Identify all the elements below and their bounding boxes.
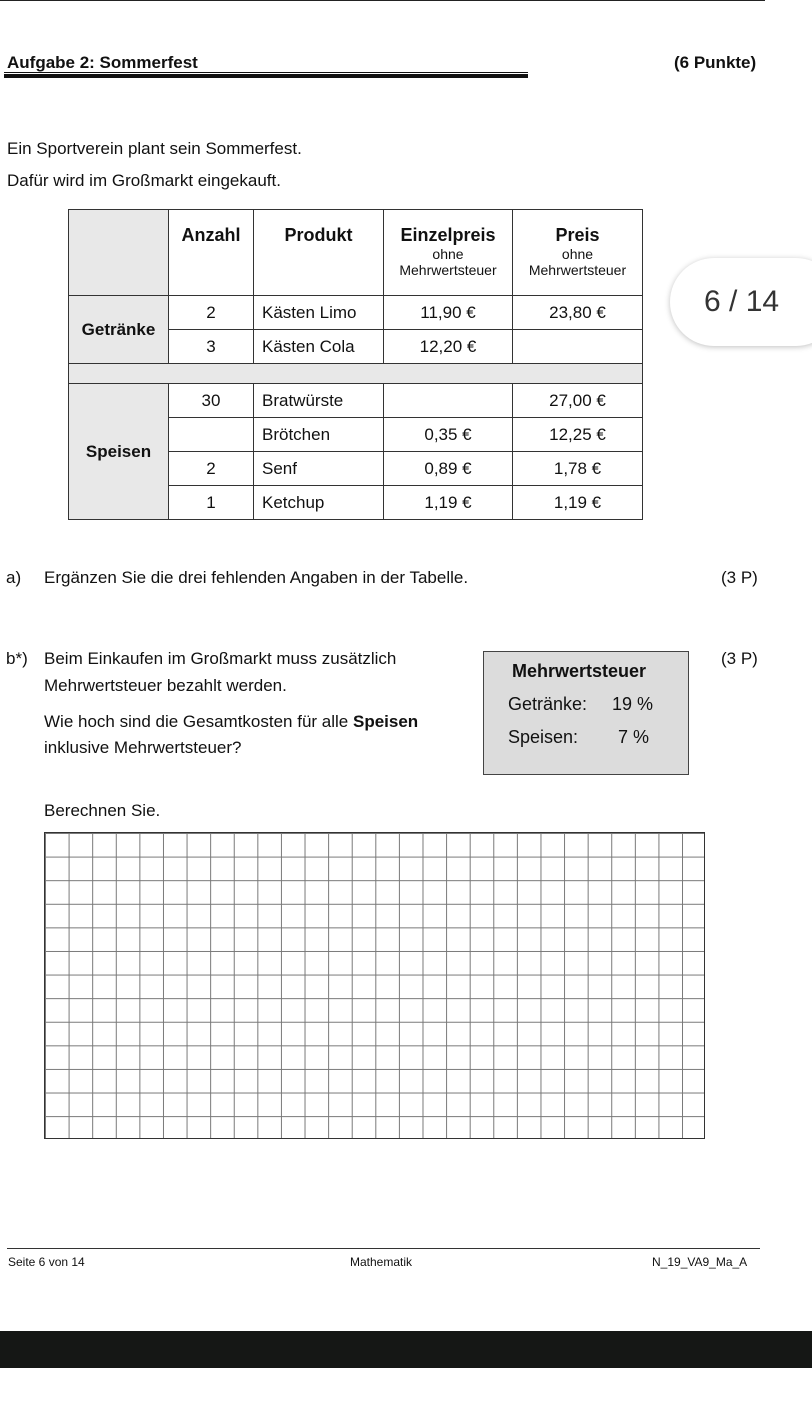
table-header-row bbox=[69, 210, 643, 296]
vat-speisen-label: Speisen: bbox=[508, 727, 579, 747]
cell-anzahl: 2 bbox=[169, 452, 254, 486]
header-corner-cell bbox=[69, 210, 169, 296]
cell-einzelpreis: 11,90 € bbox=[384, 296, 513, 330]
cell-anzahl-missing bbox=[169, 418, 254, 452]
cell-anzahl: 30 bbox=[169, 384, 254, 418]
task-a-text: Ergänzen Sie die drei fehlenden Angaben in der Tabelle. bbox=[44, 568, 469, 587]
spacer-cell bbox=[69, 364, 643, 384]
answer-grid bbox=[44, 832, 705, 1139]
footer-rule bbox=[7, 1248, 760, 1249]
header-preis: Preis ohne Mehrwertsteuer bbox=[513, 210, 643, 296]
cell-einzelpreis: 1,19 € bbox=[384, 486, 513, 520]
cell-einzelpreis: 0,89 € bbox=[384, 452, 513, 486]
berechnen-label: Berechnen Sie. bbox=[44, 801, 161, 820]
cell-einzelpreis-missing bbox=[384, 384, 513, 418]
page-counter-pill bbox=[670, 258, 812, 346]
cell-produkt: Bratwürste bbox=[254, 384, 384, 418]
cell-anzahl: 1 bbox=[169, 486, 254, 520]
footer-code: N_19_VA9_Ma_A bbox=[652, 1255, 748, 1269]
price-table bbox=[68, 209, 643, 520]
task-points: (6 Punkte) bbox=[674, 53, 757, 72]
task-b-line-1: Beim Einkaufen im Großmarkt muss zusätzlich bbox=[44, 649, 397, 668]
cell-preis: 23,80 € bbox=[513, 296, 643, 330]
vat-title: Mehrwertsteuer bbox=[512, 661, 647, 681]
vat-box bbox=[483, 651, 689, 775]
vat-getraenke-label: Getränke: bbox=[508, 694, 588, 714]
vat-getraenke-value: 19 % bbox=[612, 694, 654, 714]
cell-einzelpreis: 0,35 € bbox=[384, 418, 513, 452]
task-title: Aufgabe 2: Sommerfest bbox=[7, 53, 198, 72]
cell-preis: 1,78 € bbox=[513, 452, 643, 486]
intro-line-2: Dafür wird im Großmarkt eingekauft. bbox=[7, 171, 281, 190]
cell-produkt: Kästen Cola bbox=[254, 330, 384, 364]
cell-einzelpreis: 12,20 € bbox=[384, 330, 513, 364]
cell-produkt: Ketchup bbox=[254, 486, 384, 520]
header-einzelpreis: Einzelpreis ohne Mehrwertsteuer bbox=[384, 210, 513, 296]
task-b-points: (3 P) bbox=[721, 649, 758, 668]
cell-produkt: Brötchen bbox=[254, 418, 384, 452]
footer-page: Seite 6 von 14 bbox=[8, 1255, 85, 1269]
task-b-emphasis: Speisen bbox=[352, 712, 419, 731]
task-a-label: a) bbox=[6, 568, 22, 587]
header-rule-thick bbox=[4, 74, 528, 78]
task-b-label: b*) bbox=[6, 649, 28, 668]
group-label-speisen: Speisen bbox=[69, 384, 169, 520]
cell-anzahl: 2 bbox=[169, 296, 254, 330]
group-label-getraenke: Getränke bbox=[69, 296, 169, 364]
page-counter: 6 / 14 bbox=[704, 285, 780, 318]
cell-anzahl: 3 bbox=[169, 330, 254, 364]
header-anzahl: Anzahl bbox=[169, 210, 254, 296]
table-row bbox=[69, 384, 643, 418]
cell-preis-missing bbox=[513, 330, 643, 364]
intro-line-1: Ein Sportverein plant sein Sommerfest. bbox=[7, 139, 302, 158]
task-b-line-4: inklusive Mehrwertsteuer? bbox=[44, 738, 242, 757]
bottom-bar bbox=[0, 1331, 812, 1368]
table-spacer-row bbox=[69, 364, 643, 384]
cell-preis: 1,19 € bbox=[513, 486, 643, 520]
footer-subject: Mathematik bbox=[350, 1255, 413, 1269]
top-rule bbox=[0, 0, 765, 1]
task-b-line-2: Mehrwertsteuer bezahlt werden. bbox=[44, 676, 287, 695]
task-b-line-3: Wie hoch sind die Gesamtkosten für alle Speisen bbox=[44, 712, 419, 731]
header-produkt: Produkt bbox=[254, 210, 384, 296]
cell-produkt: Kästen Limo bbox=[254, 296, 384, 330]
table-row bbox=[69, 296, 643, 330]
cell-produkt: Senf bbox=[254, 452, 384, 486]
cell-preis: 12,25 € bbox=[513, 418, 643, 452]
header-rule bbox=[4, 72, 528, 73]
task-a-points: (3 P) bbox=[721, 568, 758, 587]
cell-preis: 27,00 € bbox=[513, 384, 643, 418]
vat-speisen-value: 7 % bbox=[618, 727, 650, 747]
